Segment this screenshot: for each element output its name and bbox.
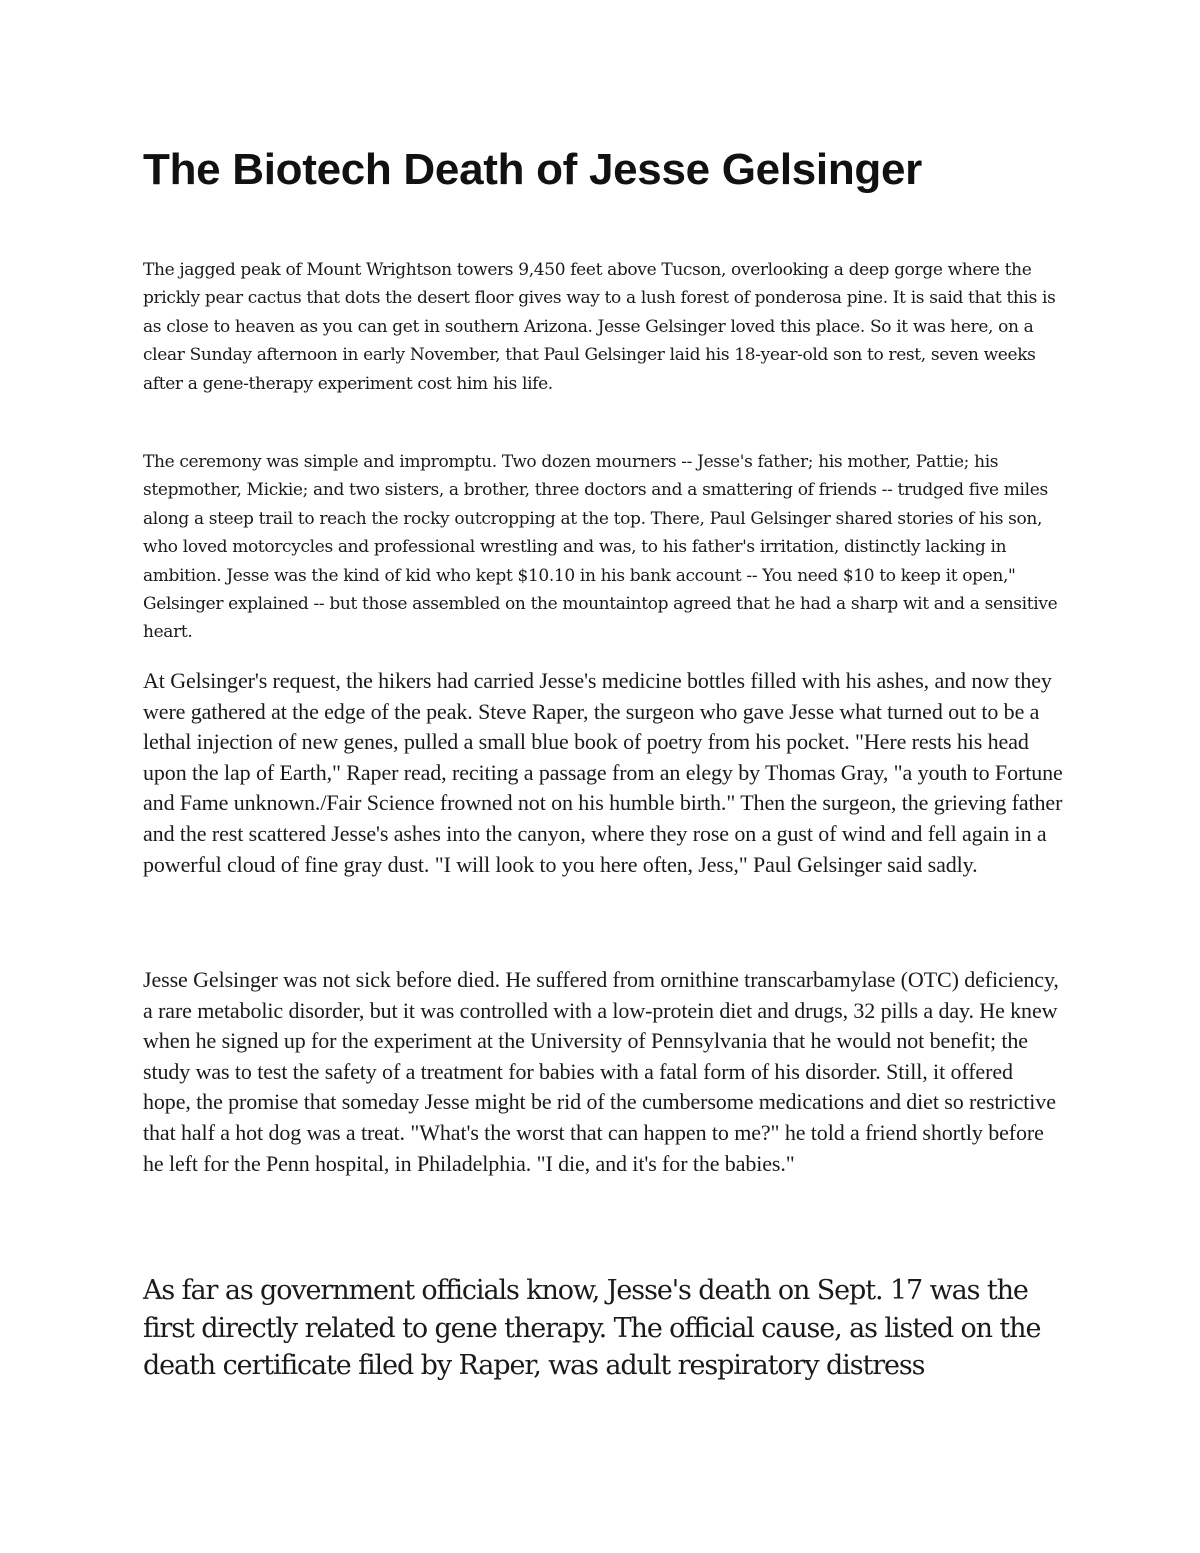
- paragraph-mount-wrightson: The jagged peak of Mount Wrightson towers 9,450 feet above Tucson, overlooking a deep gorge where the prickly pear cactus that dots the desert floor gives way to a lush forest of ponderosa pine. It is said that this is as close to heaven as you can get in southern Arizona. Jesse Gelsinger loved this place. So it was here, on a clear Sunday afternoon in early November, that Paul Gelsinger laid his 18-year-old son to rest, seven weeks after a gene-therapy experiment cost him his life.: [143, 260, 1056, 394]
- paragraph-ashes: At Gelsinger's request, the hikers had carried Jesse's medicine bottles filled with his ashes, and now they were gathered at the edge of the peak. Steve Raper, the surgeon who gave Jesse what turned out to be a lethal injection of new genes, pulled a small blue book of poetry from his pocket. "Here rests his head upon the lap of Earth," Raper read, reciting a passage from an elegy by Thomas Gray, "a youth to Fortune and Fame unknown./Fair Science frowned not on his humble birth." Then the surgeon, the grieving father and the rest scattered Jesse's ashes into the canyon, where they rose on a gust of wind and fell again in a powerful cloud of fine gray dust. "I will look to you here often, Jess," Paul Gelsinger said sadly.: [143, 668, 1063, 877]
- paragraph-otc-deficiency: Jesse Gelsinger was not sick before died. He suffered from ornithine transcarbamylase (OTC) deficiency, a rare metabolic disorder, but it was controlled with a low-protein diet and drugs, 32 pills a day. He knew when he signed up for the experiment at the University of Pennsylvania that he would not benefit; the study was to test the safety of a treatment for babies with a fatal form of his disorder. Still, it offered hope, the promise that someday Jesse might be rid of the cumbersome medications and diet so restrictive that half a hot dog was a treat. "What's the worst that can happen to me?" he told a friend shortly before he left for the Penn hospital, in Philadelphia. "I die, and it's for the babies.": [143, 967, 1059, 1176]
- paragraph-official-cause: As far as government officials know, Jesse's death on Sept. 17 was the first directly related to gene therapy. The official cause, as listed on the death certificate filed by Raper, was adult respiratory distress: [143, 1275, 1041, 1381]
- document-title: The Biotech Death of Jesse Gelsinger: [143, 145, 922, 194]
- paragraph-ceremony: The ceremony was simple and impromptu. Two dozen mourners -- Jesse's father; his mother, Pattie; his stepmother, Mickie; and two sisters, a brother, three doctors and a smattering of friends -- trudged five miles along a steep trail to reach the rocky outcropping at the top. There, Paul Gelsinger shared stories of his son, who loved motorcycles and professional wrestling and was, to his father's irritation, distinctly lacking in ambition. Jesse was the kind of kid who kept $10.10 in his bank account -- You need $10 to keep it open," Gelsinger explained -- but those assembled on the mountaintop agreed that he had a sharp wit and a sensitive heart.: [143, 452, 1058, 643]
